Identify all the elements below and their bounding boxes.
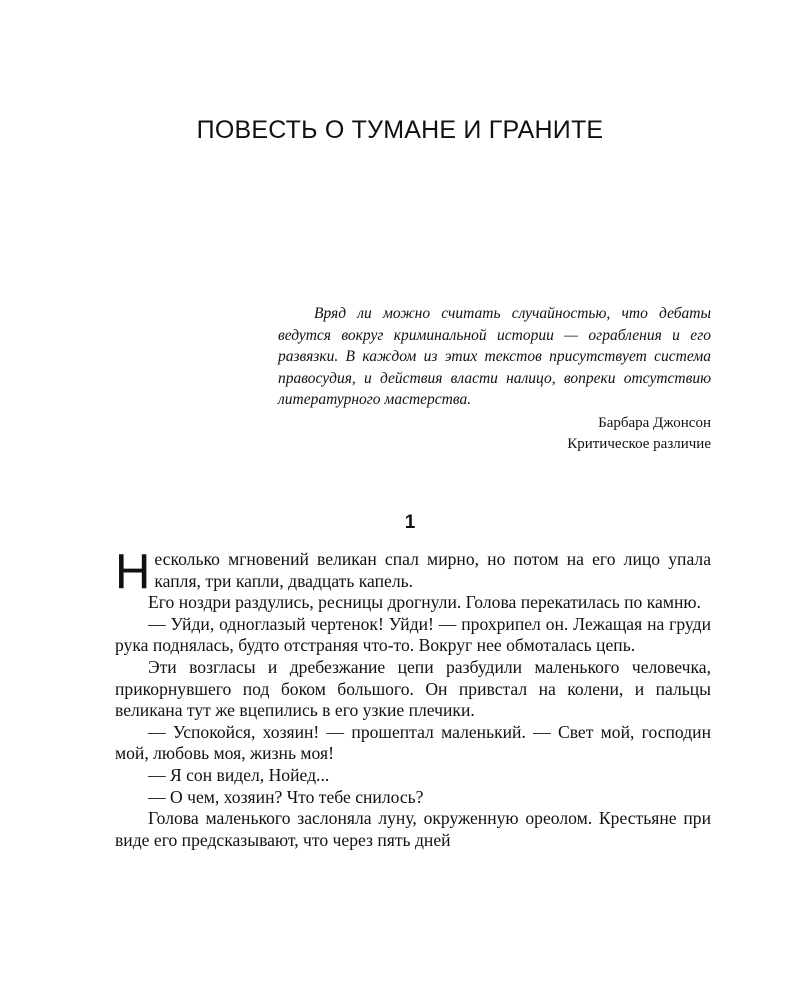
paragraph: — Уйди, одноглазый чертенок! Уйди! — прохрипел он. Лежащая на груди рука поднялась, будто отстраняя что-то. Вокруг нее обмоталась цепь. — [115, 613, 711, 656]
chapter-number: 1 — [404, 512, 416, 533]
paragraph — [115, 545, 711, 599]
paragraph: — Успокойся, хозяин! — прошептал маленький. — Свет мой, господин мой, любовь моя, жизнь моя! — [115, 721, 711, 764]
drop-cap: Н — [115, 545, 151, 599]
epigraph-author: Барбара Джонсон — [598, 414, 711, 431]
paragraph: — Я сон видел, Нойед... — [148, 764, 330, 785]
epigraph-source: Критическое различие — [567, 435, 711, 452]
paragraph: Голова маленького заслоняла луну, окруженную ореолом. Крестьяне при виде его предсказывают, что через пять дней — [115, 808, 711, 850]
epigraph-quote: Вряд ли можно считать случайностью, что дебаты ведутся вокруг криминальной истории — ограбления и его развязки. В каждом из этих текстов присутствует система правосудия, и действия власти налицо, вопреки отсутствию литературного мастерства. — [278, 305, 711, 408]
chapter-body — [115, 545, 711, 851]
paragraph-text: есколько мгновений великан спал мирно, но потом на его лицо упала капля, три капли, двадцать капель. — [154, 549, 711, 591]
paragraph: — О чем, хозяин? Что тебе снилось? — [148, 786, 424, 807]
paragraph: Эти возгласы и дребезжание цепи разбудили маленького человечка, прикорнувшего под боком большого. Он привстал на колени, и пальцы великана тут же вцепились в его узкие плечики. — [115, 656, 711, 721]
epigraph — [278, 303, 711, 455]
paragraph: Его ноздри раздулись, ресницы дрогнули. Голова перекатилась по камню. — [148, 592, 701, 613]
chapter-title: ПОВЕСТЬ О ТУМАНЕ И ГРАНИТЕ — [196, 116, 604, 144]
